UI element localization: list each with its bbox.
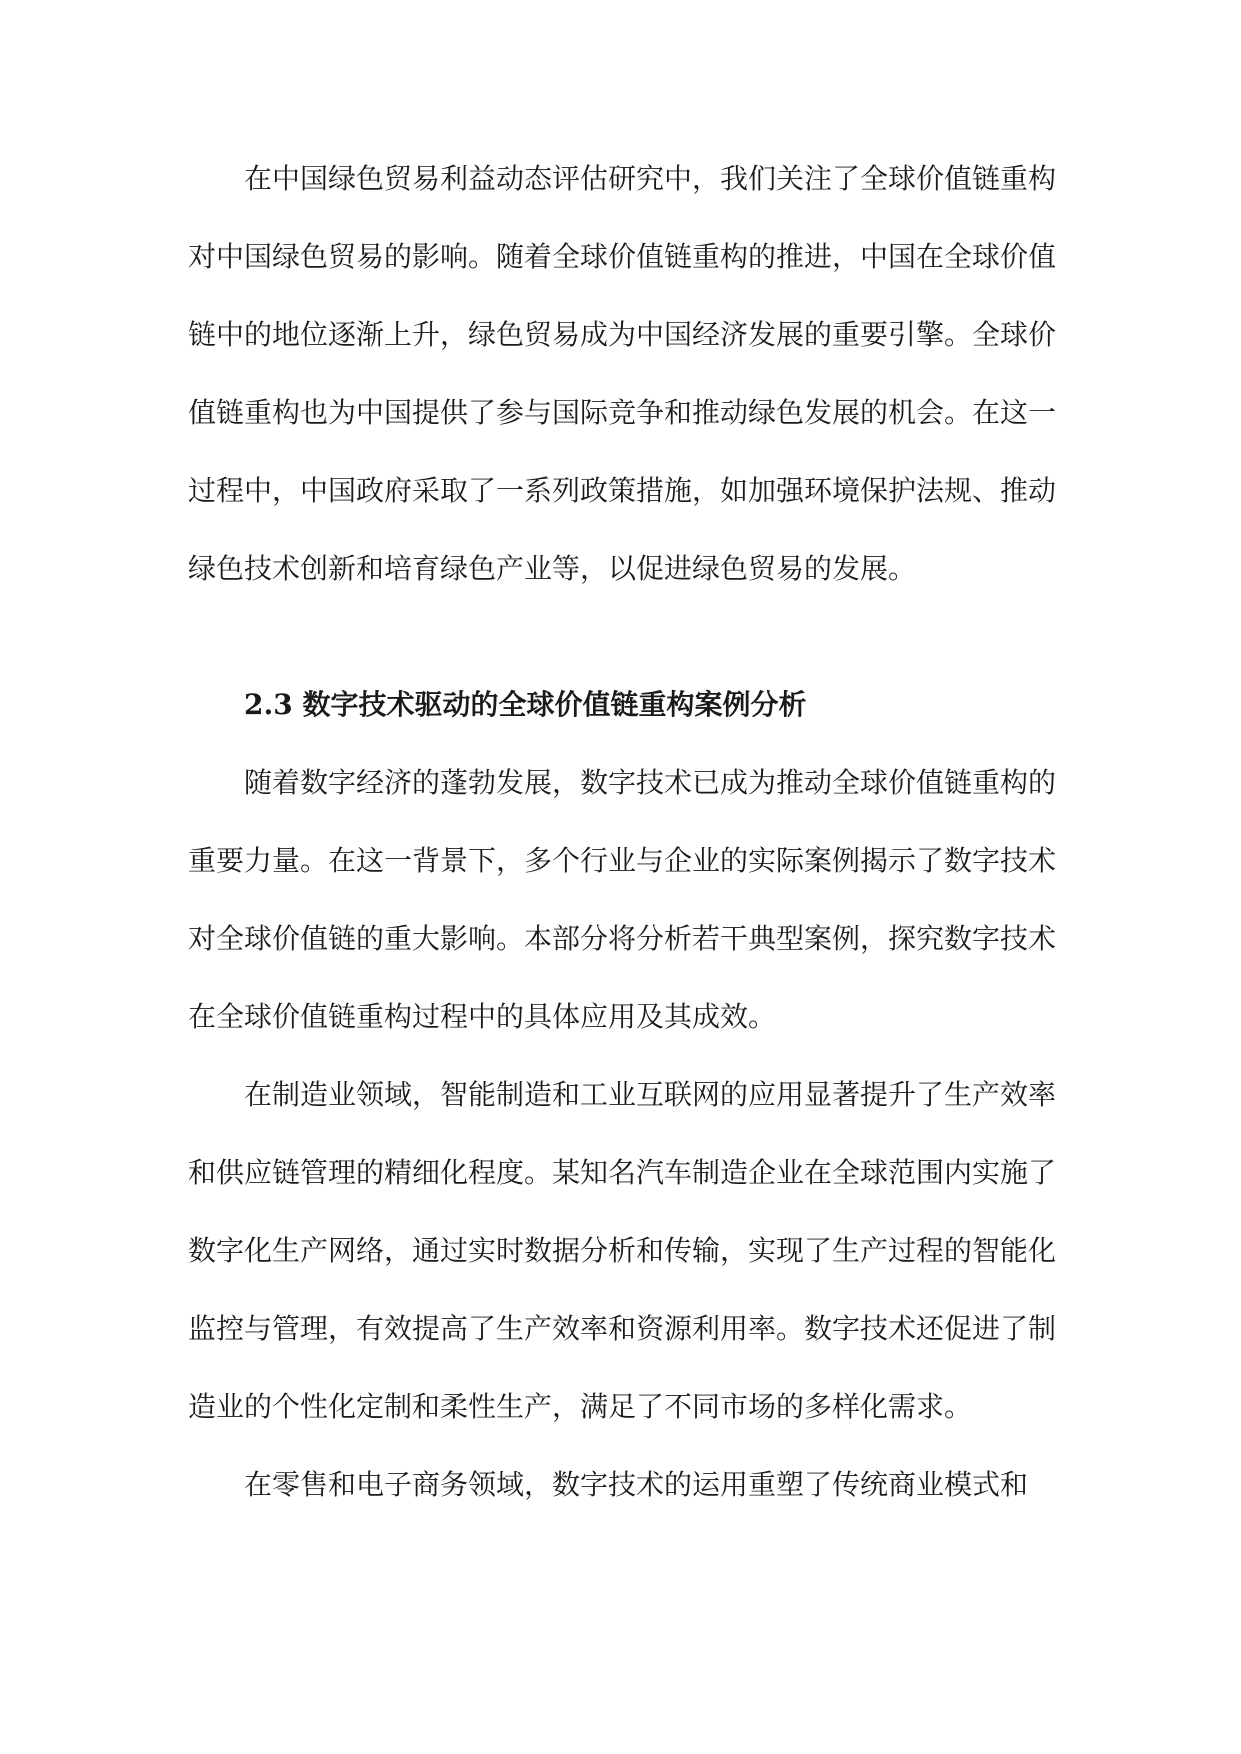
section-heading: 2.3 数字技术驱动的全球价值链重构案例分析 — [244, 688, 807, 721]
paragraph-manufacturing: 在制造业领域，智能制造和工业互联网的应用显著提升了生产效率和供应链管理的精细化程度。某知名汽车制造企业在全球范围内实施了数字化生产网络，通过实时数据分析和传输，实现了生产过程的智能化监控与管理，有效提高了生产效率和资源利用率。数字技术还促进了制造业的个性化定制和柔性生产，满足了不同市场的多样化需求。 — [188, 1078, 1057, 1423]
paragraph-green-trade-assessment: 在中国绿色贸易利益动态评估研究中，我们关注了全球价值链重构对中国绿色贸易的影响。随着全球价值链重构的推进，中国在全球价值链中的地位逐渐上升，绿色贸易成为中国经济发展的重要引擎。全球价值链重构也为中国提供了参与国际竞争和推动绿色发展的机会。在这一过程中，中国政府采取了一系列政策措施，如加强环境保护法规、推动绿色技术创新和培育绿色产业等，以促进绿色贸易的发展。 — [188, 162, 1057, 585]
paragraph-retail-ecommerce: 在零售和电子商务领域，数字技术的运用重塑了传统商业模式和 — [244, 1468, 1029, 1501]
document-body — [188, 140, 1056, 1524]
paragraph-digital-economy: 随着数字经济的蓬勃发展，数字技术已成为推动全球价值链重构的重要力量。在这一背景下，多个行业与企业的实际案例揭示了数字技术对全球价值链的重大影响。本部分将分析若干典型案例，探究数字技术在全球价值链重构过程中的具体应用及其成效。 — [188, 766, 1057, 1033]
